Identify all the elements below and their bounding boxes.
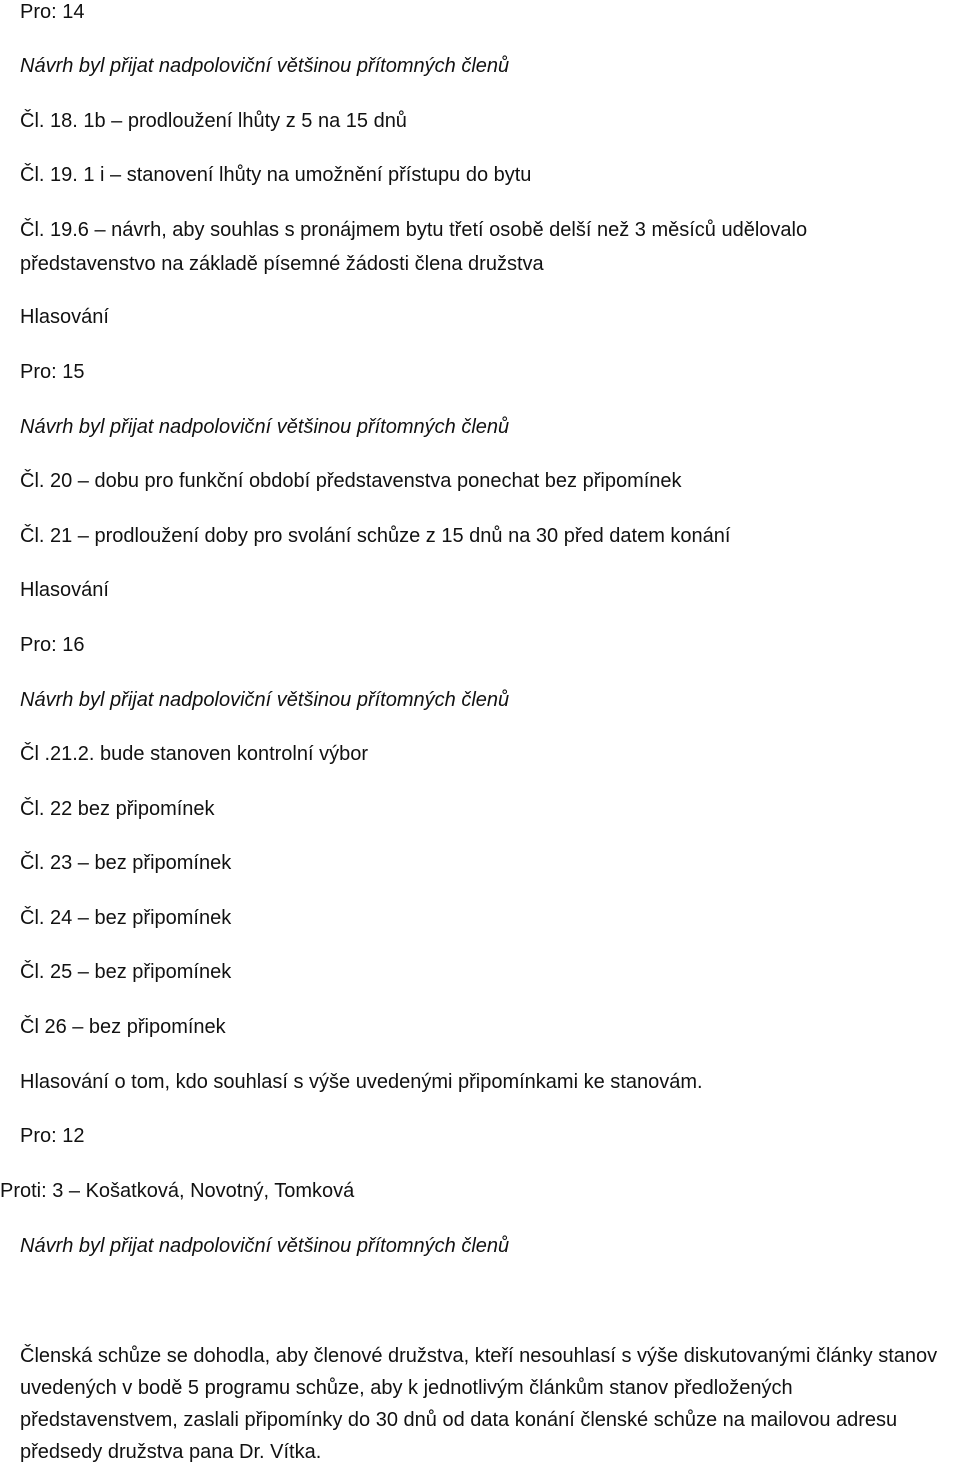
vote-count-for: Pro: 15 <box>20 361 85 383</box>
voting-question: Hlasování o tom, kdo souhlasí s výše uvedenými připomínkami ke stanovám. <box>20 1071 703 1093</box>
voting-heading: Hlasování <box>20 306 109 328</box>
vote-count-against: Proti: 3 – Košatková, Novotný, Tomková <box>0 1180 355 1202</box>
article-item: Čl 26 – bez připomínek <box>20 1016 226 1038</box>
closing-paragraph: Členská schůze se dohodla, aby členové družstva, kteří nesouhlasí s výše diskutovanými články stanov uvedených v bodě 5 programu schůze, aby k jednotlivým článkům stanov předložených představenstvem, zaslali připomínky do 30 dnů od data konání členské schůze na mailovou adresu předsedy družstva pana Dr. Vítka. <box>20 1345 938 1463</box>
article-item: Čl. 19. 1 i – stanovení lhůty na umožnění přístupu do bytu <box>20 164 532 186</box>
article-item: Čl .21.2. bude stanoven kontrolní výbor <box>20 743 368 765</box>
article-item: Čl. 21 – prodloužení doby pro svolání schůze z 15 dnů na 30 před datem konání <box>20 525 731 547</box>
article-item: Čl. 24 – bez připomínek <box>20 907 232 929</box>
article-item: Čl. 23 – bez připomínek <box>20 852 232 874</box>
vote-count-for: Pro: 12 <box>20 1125 85 1147</box>
article-item: Čl. 22 bez připomínek <box>20 798 215 820</box>
article-item: Čl. 25 – bez připomínek <box>20 961 232 983</box>
article-item-continued: představenstvo na základě písemné žádosti člena družstva <box>20 253 544 275</box>
voting-heading: Hlasování <box>20 579 109 601</box>
resolution-passed: Návrh byl přijat nadpoloviční většinou přítomných členů <box>20 1235 510 1257</box>
article-item: Čl. 19.6 – návrh, aby souhlas s pronájmem bytu třetí osobě delší než 3 měsíců udělovalo <box>20 219 808 241</box>
resolution-passed: Návrh byl přijat nadpoloviční většinou přítomných členů <box>20 416 510 438</box>
article-item: Čl. 18. 1b – prodloužení lhůty z 5 na 15 dnů <box>20 110 407 132</box>
article-item: Čl. 20 – dobu pro funkční období představenstva ponechat bez připomínek <box>20 470 682 492</box>
vote-count-for: Pro: 16 <box>20 634 85 656</box>
vote-count-for: Pro: 14 <box>20 1 85 23</box>
resolution-passed: Návrh byl přijat nadpoloviční většinou přítomných členů <box>20 55 510 77</box>
resolution-passed: Návrh byl přijat nadpoloviční většinou přítomných členů <box>20 689 510 711</box>
